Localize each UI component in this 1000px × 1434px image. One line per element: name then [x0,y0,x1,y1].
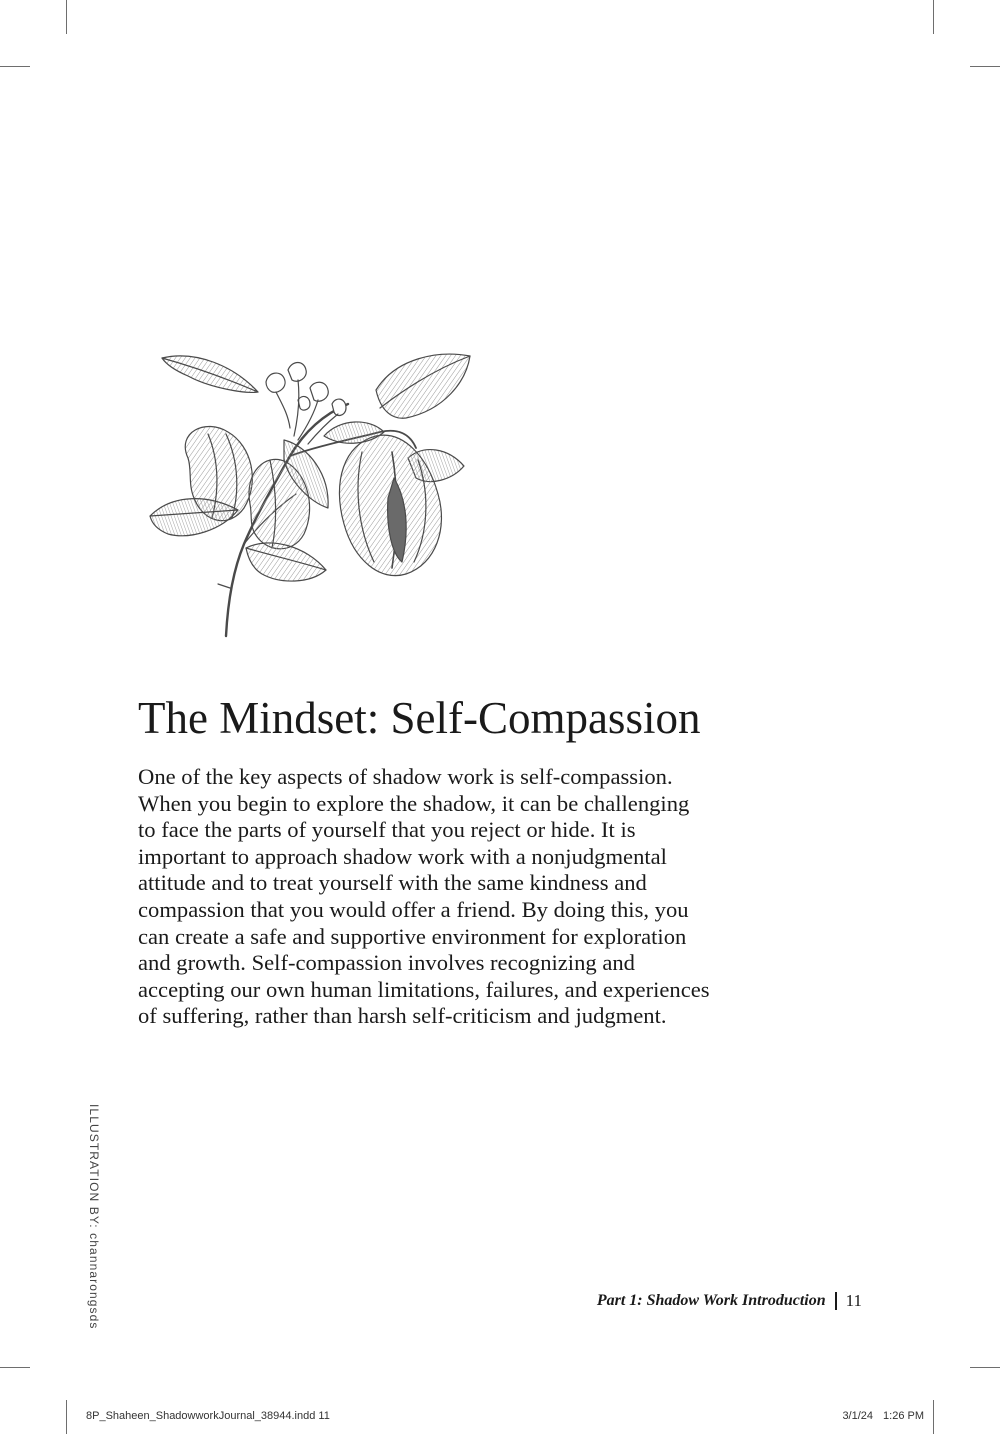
crop-mark-top-right [933,0,934,34]
slug-date: 3/1/24 [842,1410,874,1422]
nutmeg-branch-icon [148,348,488,640]
body-line: When you begin to explore the shadow, it can be challenging [138,790,690,816]
body-line: and growth. Self-compassion involves recognizing and [138,950,635,976]
crop-mark-right-bottom [970,1367,1000,1368]
body-line: to face the parts of yourself that you reject or hide. It is [138,817,636,843]
slug-timestamp [842,1410,924,1422]
body-line: important to approach shadow work with a nonjudgmental [138,843,667,869]
body-line: attitude and to treat yourself with the same kindness and [138,870,647,896]
footer-separator [835,1292,837,1310]
botanical-illustration [148,348,488,640]
crop-mark-top-left [66,0,67,34]
running-footer [597,1291,862,1311]
body-paragraph [138,764,778,1030]
slug-filename: 8P_Shaheen_ShadowworkJournal_38944.indd 11 [86,1410,330,1422]
page-title: The Mindset: Self-Compassion [138,693,701,743]
slug-time: 1:26 PM [883,1410,924,1422]
footer-part-label: Part 1: Shadow Work Introduction [596,1292,826,1309]
body-line: of suffering, rather than harsh self-criticism and judgment. [138,1003,667,1029]
page-number: 11 [845,1291,862,1310]
body-line: compassion that you would offer a friend. By doing this, you [138,896,689,922]
body-line: can create a safe and supportive environment for exploration [138,923,687,949]
body-line: accepting our own human limitations, failures, and experiences [138,976,710,1002]
crop-mark-right-top [970,66,1000,67]
crop-mark-bottom-right [933,1400,934,1434]
crop-mark-left-bottom [0,1367,30,1368]
illustration-credit: ILLUSTRATION BY: channarongsds [87,1104,101,1330]
body-line: One of the key aspects of shadow work is self-compassion. [138,764,673,789]
crop-mark-left-top [0,66,30,67]
crop-mark-bottom-left [66,1400,67,1434]
